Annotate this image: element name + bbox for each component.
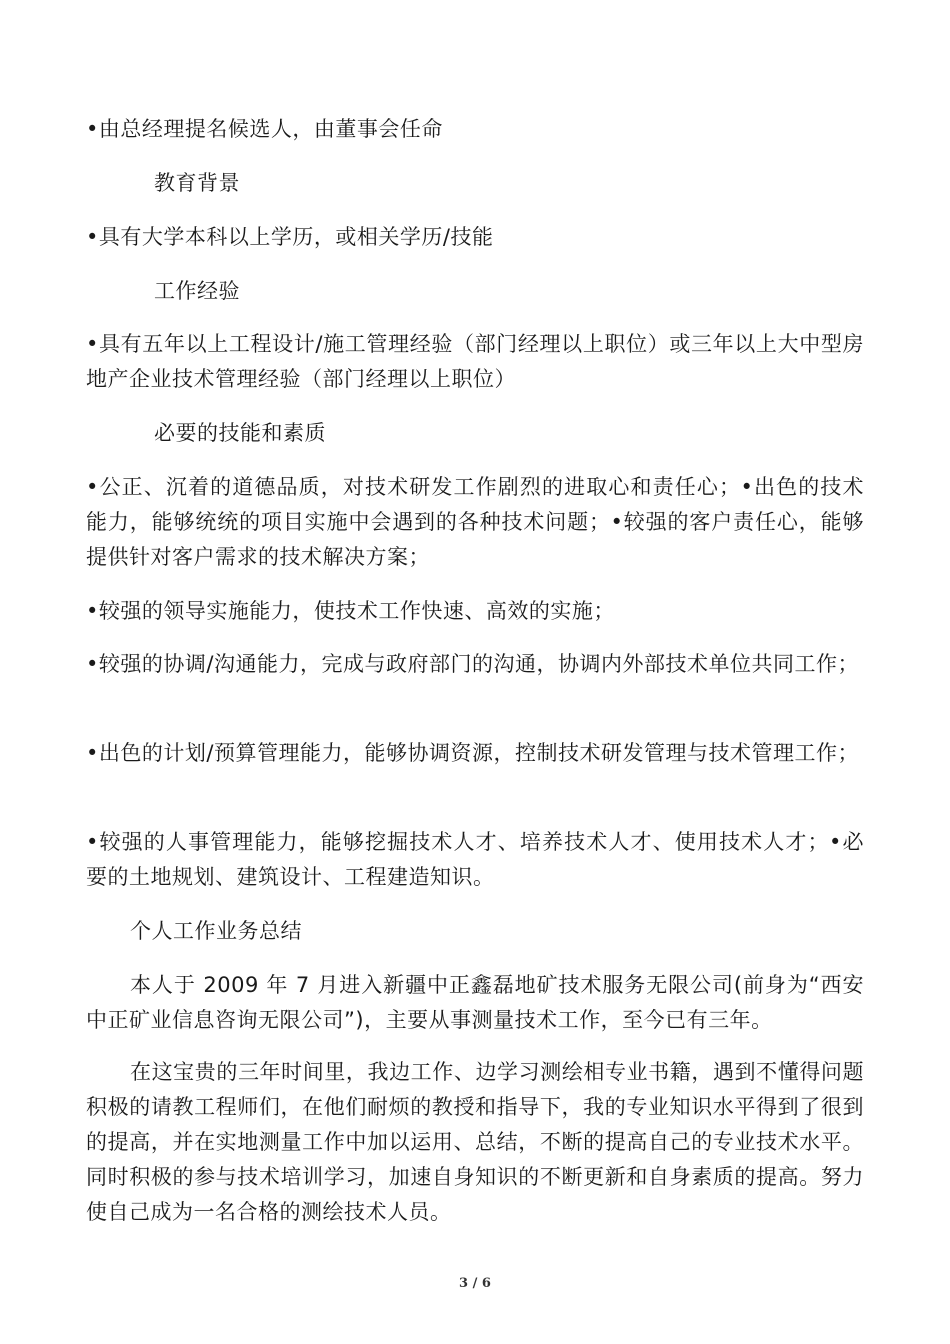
paragraph-skills-2: •较强的领导实施能力，使技术工作快速、高效的实施； bbox=[86, 599, 615, 623]
paragraph-skills-4: •出色的计划/预算管理能力，能够协调资源，控制技术研发管理与技术管理工作； bbox=[86, 741, 859, 765]
paragraph-skills-5: •较强的人事管理能力，能够挖掘技术人才、培养技术人才、使用技术人才；•必要的土地规划、建筑设计、工程建造知识。 bbox=[86, 830, 864, 889]
heading-education: 教育背景 bbox=[154, 171, 240, 195]
paragraph-experience: •具有五年以上工程设计/施工管理经验（部门经理以上职位）或三年以上大中型房地产企业技术管理经验（部门经理以上职位） bbox=[86, 332, 864, 391]
heading-experience: 工作经验 bbox=[154, 279, 240, 303]
page-number: 3 / 6 bbox=[459, 1276, 491, 1291]
paragraph-summary-intro: 本人于 2009 年 7 月进入新疆中正鑫磊地矿技术服务无限公司(前身为“西安中正矿业信息咨询无限公司”)，主要从事测量技术工作，至今已有三年。 bbox=[86, 973, 864, 1032]
paragraph-appointment: •由总经理提名候选人，由董事会任命 bbox=[86, 117, 443, 141]
heading-summary: 个人工作业务总结 bbox=[130, 919, 302, 943]
paragraph-education: •具有大学本科以上学历，或相关学历/技能 bbox=[86, 225, 494, 249]
heading-skills: 必要的技能和素质 bbox=[154, 421, 326, 445]
paragraph-skills-1: •公正、沉着的道德品质，对技术研发工作剧烈的进取心和责任心；•出色的技术能力，能够统统的项目实施中会遇到的各种技术问题；•较强的客户责任心，能够提供针对客户需求的技术解决方案； bbox=[86, 475, 864, 569]
paragraph-skills-3: •较强的协调/沟通能力，完成与政府部门的沟通，协调内外部技术单位共同工作； bbox=[86, 652, 859, 676]
paragraph-summary-body: 在这宝贵的三年时间里，我边工作、边学习测绘相专业书籍，遇到不懂得问题积极的请教工程师们，在他们耐烦的教授和指导下，我的专业知识水平得到了很到的提高，并在实地测量工作中加以运用、总结，不断的提高自己的专业技术水平。同时积极的参与技术培训学习，加速自身知识的不断更新和自身素质的提高。努力使自己成为一名合格的测绘技术人员。 bbox=[86, 1060, 864, 1224]
